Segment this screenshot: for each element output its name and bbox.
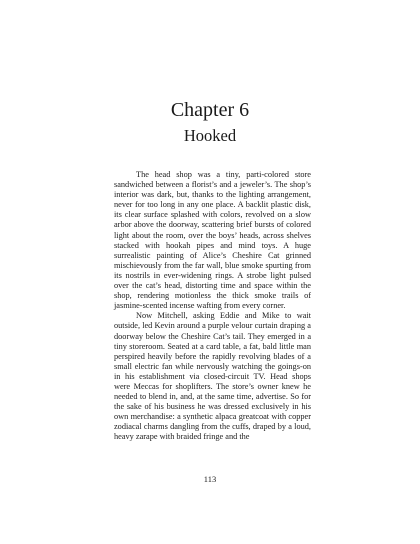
page-number: 113 bbox=[203, 474, 217, 484]
chapter-number: Chapter 6 bbox=[170, 99, 250, 121]
paragraph: The head shop was a tiny, parti-colored store sandwiched between a florist’s and a jeweler’s. The shop’s interior was dark, but, thanks to the lighting arrangement, never for too long in any one place. A backlit plastic disk, its clear surface splashed with colors, revolved on a slow arbor above the doorway, scattering brief bursts of colored light about the room, over the boys’ heads, across shelves stacked with hookah pipes and mind toys. A huge surrealistic painting of Alice’s Cheshire Cat grinned mischievously from the far wall, blue smoke spurting from its nostrils in ever-widening rings. A strobe light pulsed over the cat’s head, distorting time and space within the shop, rendering motionless the thick smoke trails of jasmine-scented incense wafting from every corner. bbox=[114, 170, 311, 311]
chapter-body bbox=[114, 170, 311, 443]
chapter-title: Hooked bbox=[183, 126, 237, 145]
paragraph: Now Mitchell, asking Eddie and Mike to wait outside, led Kevin around a purple velour curtain draping a doorway below the Cheshire Cat’s tail. They emerged in a tiny storeroom. Seated at a card table, a fat, bald little man perspired heavily before the rapidly revolving blades of a small electric fan while nervously watching the goings-on in his establishment via closed-circuit TV. Head shops were Meccas for shoplifters. The store’s owner knew he needed to blend in, and, at the same time, advertise. So for the sake of his business he was dressed exclusively in his own merchandise: a synthetic alpaca greatcoat with copper zodiacal charms dangling from the cuffs, draped by a loud, heavy zarape with braided fringe and the bbox=[114, 311, 311, 442]
